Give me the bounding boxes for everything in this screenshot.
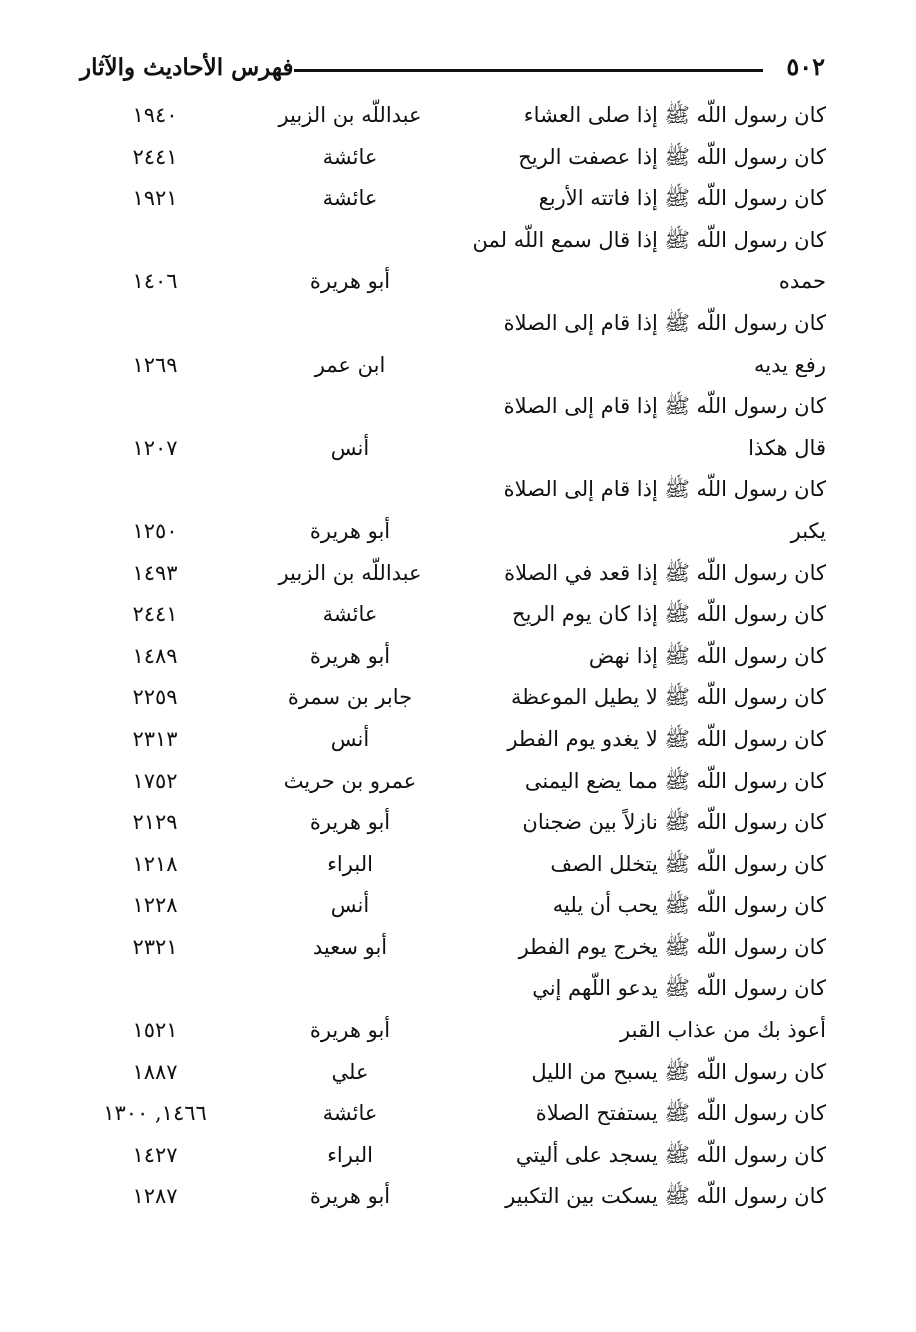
index-row bbox=[0, 595, 916, 637]
hadith-text: كان رسول اللّه ﷺ يحب أن يليه bbox=[552, 893, 826, 918]
hadith-text: كان رسول اللّه ﷺ إذا عصفت الريح bbox=[518, 144, 826, 169]
hadith-number: ١٢٢٨ bbox=[132, 893, 178, 918]
hadith-text: كان رسول اللّه ﷺ يسجد على أليتي bbox=[515, 1142, 826, 1167]
index-row bbox=[0, 1094, 916, 1136]
hadith-number: ١٤٢٧ bbox=[132, 1142, 178, 1167]
index-row bbox=[0, 1053, 916, 1095]
hadith-text: كان رسول اللّه ﷺ يخرج يوم الفطر bbox=[518, 934, 826, 959]
narrator: أنس bbox=[330, 893, 370, 918]
hadith-text: كان رسول اللّه ﷺ يدعو اللّهم إني bbox=[532, 976, 826, 1001]
index-row bbox=[0, 221, 916, 263]
hadith-number: ١٩٢١ bbox=[132, 186, 178, 211]
narrator: أبو هريرة bbox=[309, 643, 391, 668]
hadith-number: ٢٢٥٩ bbox=[132, 685, 178, 710]
index-row bbox=[0, 720, 916, 762]
hadith-number: ٢٣١٣ bbox=[132, 726, 178, 751]
narrator: عبداللّه بن الزبير bbox=[278, 103, 422, 127]
index-row bbox=[0, 886, 916, 928]
hadith-text: كان رسول اللّه ﷺ نازلاً بين ضجنان bbox=[522, 810, 826, 835]
index-row bbox=[0, 845, 916, 887]
narrator: أنس bbox=[330, 435, 370, 460]
hadith-number: ١٤٦٦, ١٣٠٠ bbox=[103, 1101, 207, 1126]
hadith-number: ١٢٠٧ bbox=[132, 435, 178, 460]
narrator: أنس bbox=[330, 726, 370, 751]
hadith-text: رفع يديه bbox=[753, 352, 826, 377]
hadith-number: ٢١٢٩ bbox=[132, 810, 178, 835]
narrator: أبو هريرة bbox=[309, 1018, 391, 1043]
narrator: أبو سعيد bbox=[312, 934, 388, 959]
hadith-number: ٢٤٤١ bbox=[132, 602, 178, 627]
narrator: عائشة bbox=[322, 1101, 378, 1126]
index-row bbox=[0, 762, 916, 804]
hadith-number: ١٢١٨ bbox=[132, 851, 178, 876]
narrator: أبو هريرة bbox=[309, 1184, 391, 1209]
index-row bbox=[0, 969, 916, 1011]
index-row bbox=[0, 96, 916, 138]
hadith-text: كان رسول اللّه ﷺ إذا صلى العشاء bbox=[523, 103, 826, 127]
index-row bbox=[0, 179, 916, 221]
index-row bbox=[0, 387, 916, 429]
index-row bbox=[0, 304, 916, 346]
index-row bbox=[0, 803, 916, 845]
hadith-text: أعوذ بك من عذاب القبر bbox=[620, 1018, 826, 1043]
index-row bbox=[0, 1177, 916, 1219]
hadith-number: ٢٣٢١ bbox=[132, 934, 178, 959]
narrator: عائشة bbox=[322, 186, 378, 211]
hadith-text: كان رسول اللّه ﷺ يسكت بين التكبير bbox=[505, 1184, 826, 1209]
hadith-number: ١٤٠٦ bbox=[132, 269, 178, 294]
index-row bbox=[0, 928, 916, 970]
hadith-text: كان رسول اللّه ﷺ لا يطيل الموعظة bbox=[510, 685, 826, 710]
hadith-text: كان رسول اللّه ﷺ إذا قام إلى الصلاة bbox=[503, 310, 826, 335]
index-row bbox=[0, 512, 916, 554]
hadith-text: حمده bbox=[778, 269, 826, 294]
narrator: البراء bbox=[327, 851, 373, 876]
index-row bbox=[0, 262, 916, 304]
hadith-text: كان رسول اللّه ﷺ يتخلل الصف bbox=[550, 851, 826, 876]
hadith-text: كان رسول اللّه ﷺ لا يغدو يوم الفطر bbox=[507, 726, 826, 751]
narrator: عائشة bbox=[322, 602, 378, 627]
index-row bbox=[0, 678, 916, 720]
header-rule bbox=[294, 69, 763, 72]
hadith-text: قال هكذا bbox=[748, 435, 826, 460]
hadith-text: كان رسول اللّه ﷺ يستفتح الصلاة bbox=[535, 1101, 826, 1126]
index-row bbox=[0, 1011, 916, 1053]
narrator: عائشة bbox=[322, 144, 378, 169]
hadith-text: كان رسول اللّه ﷺ مما يضع اليمنى bbox=[524, 768, 826, 793]
narrator: جابر بن سمرة bbox=[287, 685, 413, 710]
running-title: فهرس الأحاديث والآثار bbox=[80, 54, 294, 81]
hadith-number: ١٨٨٧ bbox=[132, 1059, 178, 1084]
hadith-number: ١٤٩٣ bbox=[132, 560, 178, 585]
hadith-number: ١٩٤٠ bbox=[132, 103, 178, 127]
index-row bbox=[0, 637, 916, 679]
page-header bbox=[80, 50, 825, 90]
narrator: علي bbox=[331, 1059, 369, 1084]
narrator: عبداللّه بن الزبير bbox=[278, 560, 422, 585]
hadith-text: كان رسول اللّه ﷺ إذا قام إلى الصلاة bbox=[503, 394, 826, 419]
narrator: أبو هريرة bbox=[309, 810, 391, 835]
index-row bbox=[0, 554, 916, 596]
index-row bbox=[0, 470, 916, 512]
hadith-number: ١٢٨٧ bbox=[132, 1184, 178, 1209]
hadith-text: كان رسول اللّه ﷺ إذا نهض bbox=[588, 643, 826, 668]
hadith-number: ٢٤٤١ bbox=[132, 144, 178, 169]
hadith-text: كان رسول اللّه ﷺ إذا فاتته الأربع bbox=[538, 186, 826, 211]
index-row bbox=[0, 138, 916, 180]
index-row bbox=[0, 1136, 916, 1178]
narrator: عمرو بن حريث bbox=[283, 768, 417, 793]
hadith-number: ١٧٥٢ bbox=[132, 768, 178, 793]
hadith-number: ١٤٨٩ bbox=[132, 643, 178, 668]
index-row bbox=[0, 346, 916, 388]
hadith-number: ١٢٥٠ bbox=[132, 518, 178, 543]
hadith-number: ١٥٢١ bbox=[132, 1018, 178, 1043]
narrator: أبو هريرة bbox=[309, 269, 391, 294]
hadith-text: كان رسول اللّه ﷺ إذا قام إلى الصلاة bbox=[503, 477, 826, 502]
hadith-text: كان رسول اللّه ﷺ يسبح من الليل bbox=[531, 1059, 826, 1084]
hadith-text: كان رسول اللّه ﷺ إذا كان يوم الريح bbox=[512, 602, 826, 627]
hadith-text: كان رسول اللّه ﷺ إذا قعد في الصلاة bbox=[504, 560, 826, 585]
narrator: ابن عمر bbox=[314, 352, 386, 377]
index-row bbox=[0, 429, 916, 471]
hadith-index-list bbox=[0, 96, 916, 1219]
hadith-text: كان رسول اللّه ﷺ إذا قال سمع اللّه لمن bbox=[472, 227, 826, 252]
narrator: البراء bbox=[327, 1142, 373, 1167]
page-number: ٥٠٢ bbox=[786, 52, 825, 81]
hadith-number: ١٢٦٩ bbox=[132, 352, 178, 377]
hadith-text: يكبر bbox=[790, 518, 826, 543]
narrator: أبو هريرة bbox=[309, 518, 391, 543]
